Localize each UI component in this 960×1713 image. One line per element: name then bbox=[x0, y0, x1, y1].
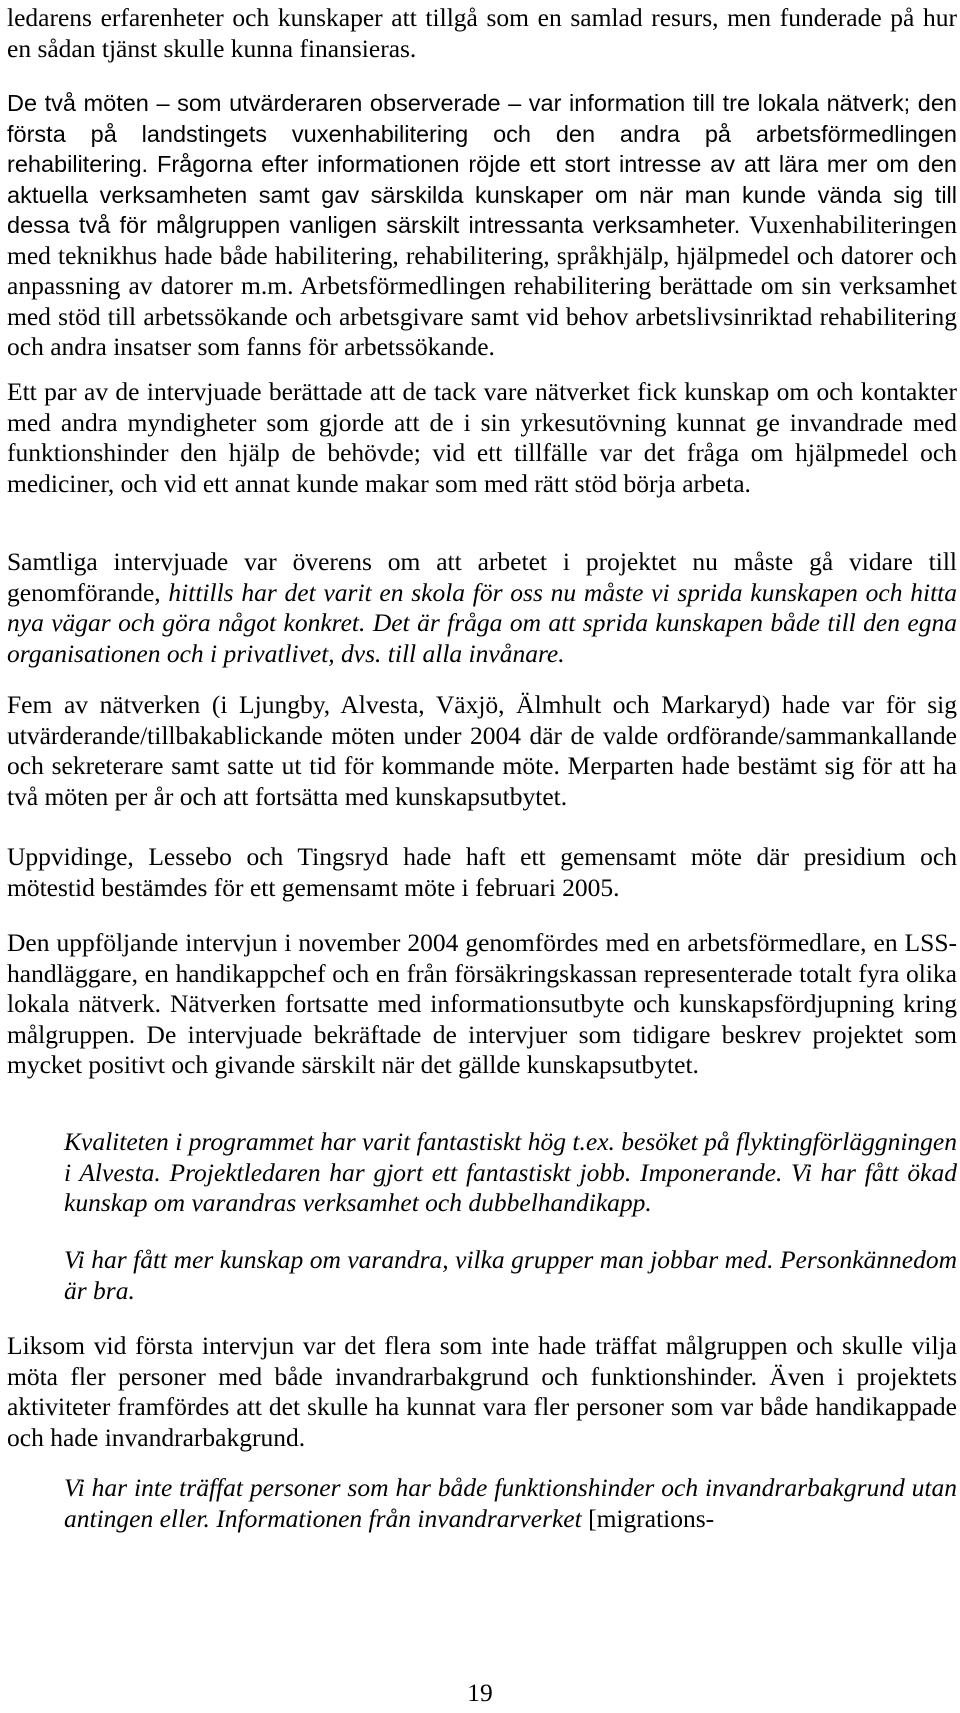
paragraph-follow-up-interview: Den uppföljande intervjun i november 2004 genomfördes med en arbetsförmedlare, en LSS-handläggare, en handikappchef och en från försäkringskassan representerade totalt fyra olika lokala nätverk. Nätverken fortsatte med informationsutbyte och kunskapsfördjupning kring målgruppen. De intervjuade bekräftade de intervjuer som tidigare beskrev projektet som mycket positivt och givande särskilt när det gällde kunskapsutbytet. bbox=[7, 928, 957, 1079]
quote-segment: Vi har inte träffat personer som har både funktionshinder och invandrarbakgrund utan antingen eller. Informationen från invandrarverket bbox=[64, 1473, 957, 1533]
quote-tail-segment: [migrations- bbox=[588, 1503, 715, 1533]
paragraph-segment: Vuxenhabiliteringen med teknikhus hade både habilitering, rehabilitering, språkhjälp, hjälpmedel och datorer och anpassning av datorer m.m. Arbetsförmedlingen rehabilitering berättade om sin verksamhet med stöd till arbetssökande och arbetsgivare samt vid behov arbetslivsinriktad rehabilitering och andra insatser som fanns för arbetssökande. bbox=[7, 210, 957, 361]
paragraph-target-group: Liksom vid första intervjun var det flera som inte hade träffat målgruppen och skulle vilja möta fler personer med både invandrarbakgrund och funktionshinder. Även i projektets aktiviteter framfördes att det skulle ha kunnat vara fler personer som var både handikappade och hade invandrarbakgrund. bbox=[7, 1331, 957, 1452]
block-quote-knowledge: Vi har fått mer kunskap om varandra, vilka grupper man jobbar med. Personkännedom är bra. bbox=[64, 1245, 957, 1305]
paragraph-five-networks: Fem av nätverken (i Ljungby, Alvesta, Växjö, Älmhult och Markaryd) hade var för sig utvärderande/tillbakablickande möten under 2004 där de valde ordförande/sammankallande och sekreterare samt satte ut tid för kommande möte. Merparten hade bestämt sig för att ha två möten per år och att fortsätta med kunskapsutbytet. bbox=[7, 690, 957, 811]
page-number: 19 bbox=[467, 1678, 493, 1707]
block-quote-quality: Kvaliteten i programmet har varit fantastiskt hög t.ex. besöket på flyktingförläggningen i Alvesta. Projektledaren har gjort ett fantastiskt jobb. Imponerande. Vi har fått ökad kunskap om varandras verksamhet och dubbelhandikapp. bbox=[64, 1127, 957, 1217]
paragraph-segment-sans: Frågorna efter informationen röjde ett stort intresse av att lära mer om den aktuella verksamheten samt gav särskilda kunskaper om när man kunde vända sig till dessa två för målgruppen vanligen särskilt intressanta verksamheter. bbox=[7, 151, 957, 238]
paragraph-joint-meeting: Uppvidinge, Lessebo och Tingsryd hade haft ett gemensamt möte där presidium och mötestid bestämdes för ett gemensamt möte i februari 2005. bbox=[7, 842, 957, 902]
italic-quote-segment: hittills har det varit en skola för oss nu måste vi sprida kunskapen och hitta nya vägar och göra något konkret. Det är fråga om att sprida kunskapen både till den egna organisationen och i privatlivet, dvs. till alla invånare. bbox=[7, 577, 957, 668]
paragraph-intro-continuation: ledarens erfarenheter och kunskaper att tillgå som en samlad resurs, men funderade på hur en sådan tjänst skulle kunna finansieras. bbox=[7, 3, 957, 63]
paragraph-continuation-consensus bbox=[7, 547, 957, 669]
block-quote-persons bbox=[64, 1473, 957, 1534]
paragraph-segment: Samtliga intervjuade var överens om att arbetet i projektet nu måste gå vidare till genomförande, bbox=[7, 547, 957, 607]
paragraph-network-benefits: Ett par av de intervjuade berättade att de tack vare nätverket fick kunskap om och kontakter med andra myndigheter som gjorde att de i sin yrkesutövning kunnat ge invandrade med funktionshinder den hjälp de behövde; vid ett tillfälle var det fråga om hjälpmedel och mediciner, och vid ett annat kunde makar som med rätt stöd börja arbeta. bbox=[7, 377, 957, 498]
paragraph-information-meetings bbox=[7, 88, 957, 363]
paragraph-segment-sans: De två möten – som utvärderaren observerade – var information till tre lokala nätverk; den första på landstingets vuxenhabilitering och den andra på arbetsförmedlingen rehabilitering. bbox=[7, 90, 957, 177]
